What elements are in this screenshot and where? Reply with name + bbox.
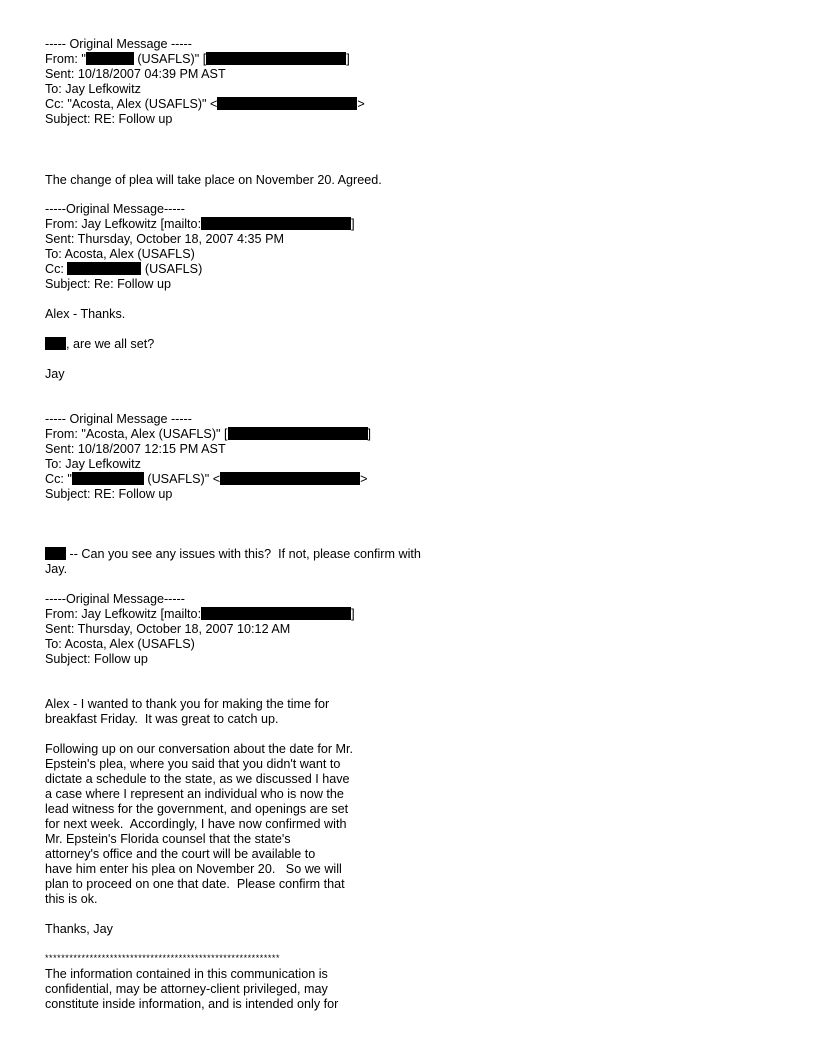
disclaimer-line: The information contained in this communication is	[45, 967, 328, 981]
redaction-block	[201, 217, 351, 230]
redaction-block	[45, 547, 66, 560]
redaction-block	[220, 472, 360, 485]
redaction-block	[67, 262, 141, 275]
msg2-from-line: From: Jay Lefkowitz [mailto: ]	[45, 217, 355, 231]
msg3-to-line: To: Jay Lefkowitz	[45, 457, 141, 471]
msg2-subject-line: Subject: Re: Follow up	[45, 277, 171, 291]
msg2-line1: Alex - Thanks.	[45, 307, 126, 321]
msg4-para2-line: dictate a schedule to the state, as we discussed I have	[45, 772, 350, 786]
msg3-body-line1: -- Can you see any issues with this? If not, please confirm with	[45, 547, 421, 562]
msg3-cc-line: Cc: " (USAFLS)" < >	[45, 472, 368, 486]
msg4-para2-line: this is ok.	[45, 892, 98, 906]
msg4-para2-line: Mr. Epstein's Florida counsel that the state's	[45, 832, 291, 846]
msg4-para1-line: breakfast Friday. It was great to catch up.	[45, 712, 279, 726]
msg3-subject-line: Subject: RE: Follow up	[45, 487, 173, 501]
msg4-para1-line: Alex - I wanted to thank you for making the time for	[45, 697, 330, 711]
msg2-header: -----Original Message-----	[45, 202, 185, 216]
msg1-body: The change of plea will take place on November 20. Agreed.	[45, 173, 382, 187]
msg4-para2-line: attorney's office and the court will be available to	[45, 847, 316, 861]
disclaimer-line: constitute inside information, and is intended only for	[45, 997, 339, 1011]
msg4-sent-line: Sent: Thursday, October 18, 2007 10:12 AM	[45, 622, 291, 636]
redaction-block	[228, 427, 368, 440]
msg4-from-line: From: Jay Lefkowitz [mailto: ]	[45, 607, 355, 621]
msg2-line2: , are we all set?	[45, 337, 154, 352]
msg2-signature: Jay	[45, 367, 65, 381]
msg4-para2-line: a case where I represent an individual who is now the	[45, 787, 344, 801]
redaction-block	[86, 52, 134, 65]
msg1-cc-line: Cc: "Acosta, Alex (USAFLS)" < >	[45, 97, 365, 111]
msg4-to-line: To: Acosta, Alex (USAFLS)	[45, 637, 195, 651]
msg4-header: -----Original Message-----	[45, 592, 185, 606]
disclaimer-line: confidential, may be attorney-client privileged, may	[45, 982, 328, 996]
msg4-para2-line: have him enter his plea on November 20. So we will	[45, 862, 342, 876]
msg4-para2-line: Following up on our conversation about the date for Mr.	[45, 742, 354, 756]
msg4-subject-line: Subject: Follow up	[45, 652, 148, 666]
msg2-cc-line: Cc: (USAFLS)	[45, 262, 203, 276]
msg4-para2-line: Epstein's plea, where you said that you didn't want to	[45, 757, 341, 771]
msg4-para2-line: for next week. Accordingly, I have now confirmed with	[45, 817, 347, 831]
divider-stars: **********************************************************	[45, 953, 281, 963]
msg1-sent-line: Sent: 10/18/2007 04:39 PM AST	[45, 67, 226, 81]
msg1-subject-line: Subject: RE: Follow up	[45, 112, 173, 126]
redaction-block	[45, 337, 66, 350]
redaction-block	[201, 607, 351, 620]
msg4-para2-line: plan to proceed on one that date. Please confirm that	[45, 877, 345, 891]
redaction-block	[206, 52, 346, 65]
msg3-from-line: From: "Acosta, Alex (USAFLS)" [ ]	[45, 427, 371, 441]
msg2-sent-line: Sent: Thursday, October 18, 2007 4:35 PM	[45, 232, 284, 246]
msg4-para2-line: lead witness for the government, and openings are set	[45, 802, 349, 816]
msg3-header: ----- Original Message -----	[45, 412, 192, 426]
msg4-signature: Thanks, Jay	[45, 922, 113, 936]
msg3-body-line2: Jay.	[45, 562, 68, 576]
msg1-to-line: To: Jay Lefkowitz	[45, 82, 141, 96]
redaction-block	[217, 97, 357, 110]
msg1-from-line: From: " (USAFLS)" [ ]	[45, 52, 350, 66]
redaction-block	[72, 472, 144, 485]
msg1-header: ----- Original Message -----	[45, 37, 192, 51]
msg3-sent-line: Sent: 10/18/2007 12:15 PM AST	[45, 442, 226, 456]
msg2-to-line: To: Acosta, Alex (USAFLS)	[45, 247, 195, 261]
